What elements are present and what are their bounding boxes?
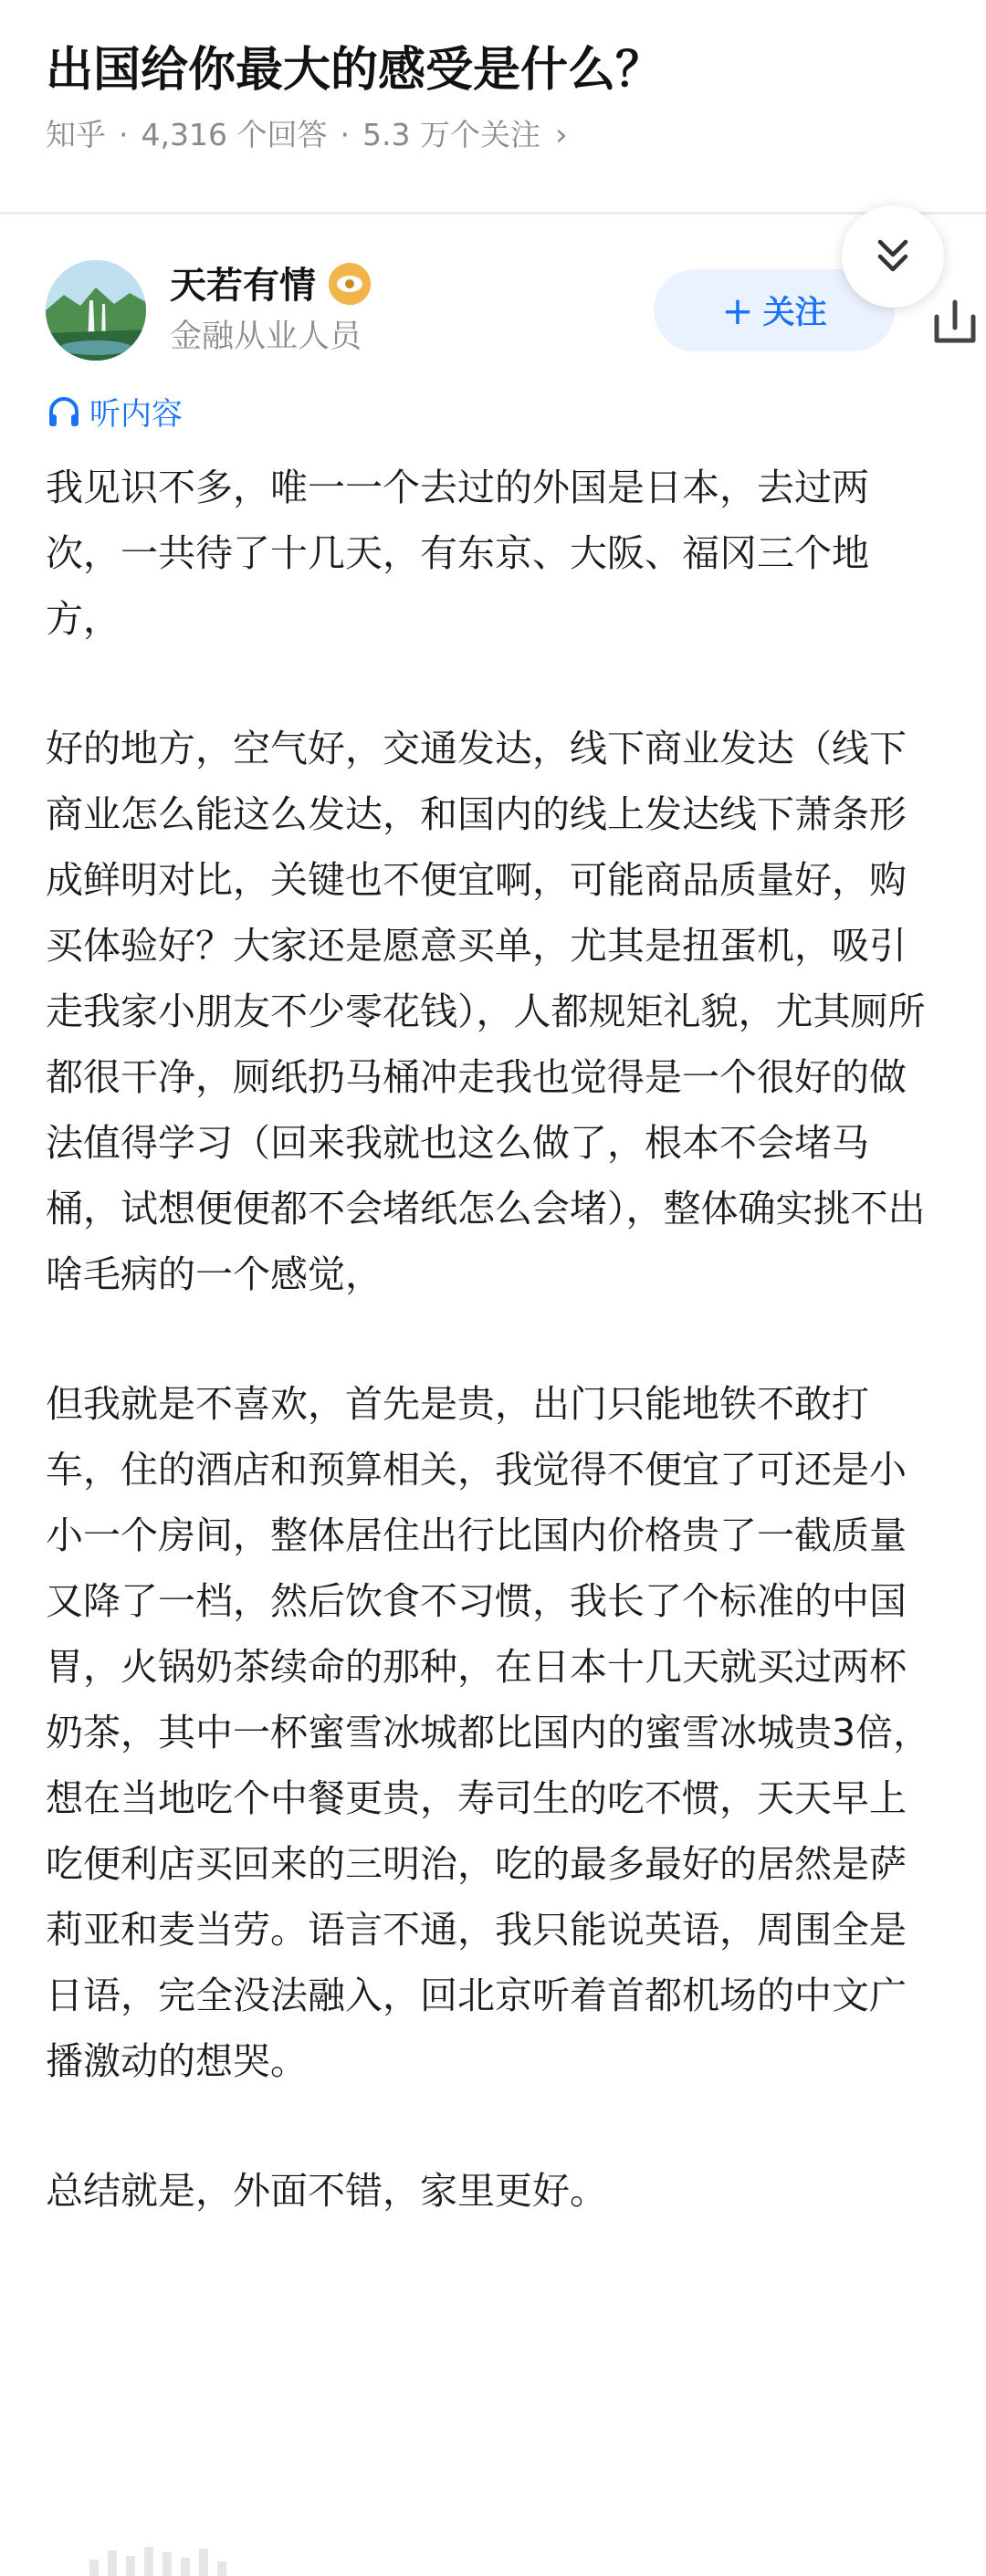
section-divider — [0, 212, 986, 215]
answer-paragraph: 好的地方，空气好，交通发达，线下商业发达（线下商业怎么能这么发达，和国内的线上发达线下萧条形成鲜明对比，关键也不便宜啊，可能商品质量好，购买体验好？大家还是愿意买单，尤其是扭蛋机，吸引走我家小朋友不少零花钱），人都规矩礼貌，尤其厕所都很干净，厕纸扔马桶冲走我也觉得是一个很好的做法值得学习（回来我就也这么做了，根本不会堵马桶，试想便便都不会堵纸怎么会堵），整体确实挑不出啥毛病的一个感觉， — [46, 727, 926, 1296]
collapse-button[interactable] — [842, 205, 944, 308]
answer-paragraph: 但我就是不喜欢，首先是贵，出门只能地铁不敢打车，住的酒店和预算相关，我觉得不便宜了可还是小小一个房间，整体居住出行比国内价格贵了一截质量又降了一档，然后饮食不习惯，我长了个标准的中国胃，火锅奶茶续命的那种，在日本十几天就买过两杯奶茶，其中一杯蜜雪冰城都比国内的蜜雪冰城贵3倍，想在当地吃个中餐更贵，寿司生的吃不惯，天天早上吃便利店买回来的三明治，吃的最多最好的居然是萨莉亚和麦当劳。语言不通，我只能说英语，周围全是日语，完全没法融入，回北京听着首都机场的中文广播激动的想哭。 — [46, 1382, 931, 2083]
answer-content — [46, 455, 940, 2224]
answer-paragraph: 总结就是，外面不错，家里更好。 — [46, 2169, 607, 2213]
answers-count: 4,316 个回答 — [141, 117, 328, 152]
meta-separator: · — [119, 117, 129, 152]
avatar[interactable] — [46, 260, 146, 361]
share-icon[interactable] — [929, 297, 981, 348]
source-label: 知乎 — [46, 117, 106, 152]
answer-paragraph: 我见识不多，唯一一个去过的外国是日本，去过两次，一共待了十几天，有东京、大阪、福冈三个地方， — [46, 466, 869, 641]
chevron-right-icon: › — [554, 117, 568, 153]
meta-separator: · — [340, 117, 350, 152]
headphones-icon — [46, 393, 82, 430]
question-title[interactable]: 出国给你最大的感受是什么？ — [46, 43, 664, 98]
question-header — [46, 33, 940, 161]
author-title: 金融从业人员 — [170, 319, 362, 355]
followers-count: 5.3 万个关注 — [362, 117, 540, 152]
listen-label: 听内容 — [89, 396, 183, 433]
bottom-watermark-bars — [89, 2547, 236, 2576]
question-meta[interactable] — [46, 110, 940, 161]
follow-label: 关注 — [762, 295, 827, 331]
double-chevron-down-icon — [869, 233, 917, 280]
author-name-row[interactable] — [170, 262, 371, 309]
listen-button[interactable] — [46, 389, 183, 434]
author-row — [46, 260, 940, 361]
author-name: 天若有情 — [170, 265, 316, 307]
plus-icon: + — [721, 288, 754, 333]
eye-badge-icon — [329, 263, 371, 305]
